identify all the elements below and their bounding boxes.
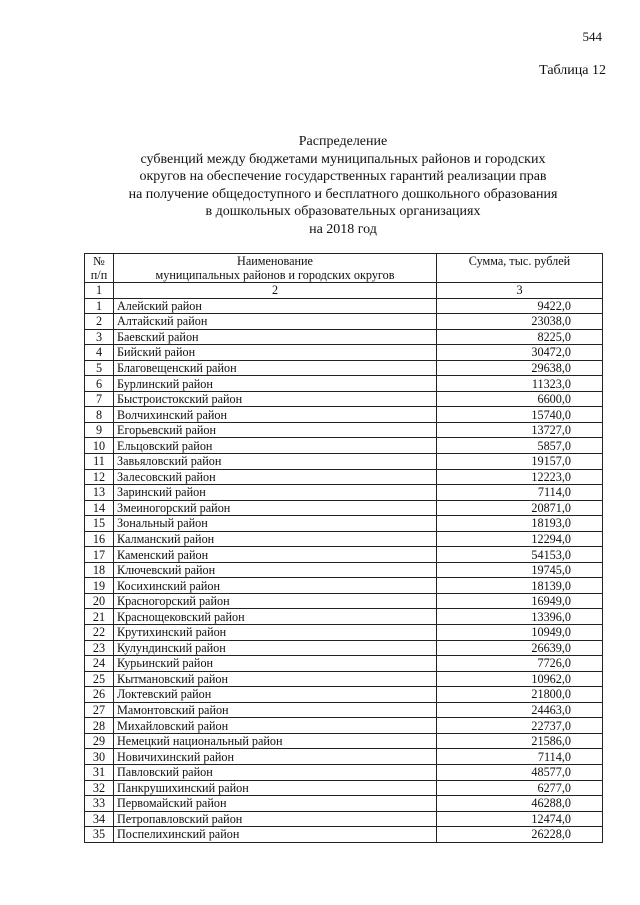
table-row	[85, 687, 603, 703]
subsidy-amount: 7114,0	[437, 485, 603, 501]
header-number	[85, 254, 114, 283]
district-name: Мамонтовский район	[114, 702, 437, 718]
column-index: 2	[114, 283, 437, 299]
district-name: Заринский район	[114, 485, 437, 501]
subsidy-amount: 26639,0	[437, 640, 603, 656]
subsidy-amount: 7114,0	[437, 749, 603, 765]
row-number: 20	[85, 593, 114, 609]
subsidy-amount: 12474,0	[437, 811, 603, 827]
table-header-row	[85, 254, 603, 283]
header-number-line2: п/п	[90, 268, 108, 282]
table-row	[85, 454, 603, 470]
district-name: Волчихинский район	[114, 407, 437, 423]
subsidy-amount: 12223,0	[437, 469, 603, 485]
column-index-row	[85, 283, 603, 299]
row-number: 16	[85, 531, 114, 547]
district-name: Краснощековский район	[114, 609, 437, 625]
row-number: 31	[85, 764, 114, 780]
district-name: Михайловский район	[114, 718, 437, 734]
column-index: 1	[85, 283, 114, 299]
table-row	[85, 562, 603, 578]
title-line: округов на обеспечение государственных гарантий реализации прав	[139, 169, 547, 184]
district-name: Петропавловский район	[114, 811, 437, 827]
table-row	[85, 811, 603, 827]
table-row	[85, 360, 603, 376]
header-sum	[437, 254, 603, 283]
table-row	[85, 345, 603, 361]
subsidy-amount: 18193,0	[437, 516, 603, 532]
district-name: Панкрушихинский район	[114, 780, 437, 796]
subsidy-amount: 18139,0	[437, 578, 603, 594]
subsidy-amount: 54153,0	[437, 547, 603, 563]
subsidy-amount: 9422,0	[437, 298, 603, 314]
row-number: 8	[85, 407, 114, 423]
title-line: на 2018 год	[309, 221, 377, 237]
table-row	[85, 578, 603, 594]
row-number: 4	[85, 345, 114, 361]
table-row	[85, 749, 603, 765]
table-row	[85, 780, 603, 796]
district-name: Поспелихинский район	[114, 827, 437, 843]
subsidy-table	[84, 253, 603, 843]
table-row	[85, 469, 603, 485]
row-number: 23	[85, 640, 114, 656]
table-row	[85, 733, 603, 749]
table-row	[85, 531, 603, 547]
district-name: Каменский район	[114, 547, 437, 563]
row-number: 15	[85, 516, 114, 532]
district-name: Косихинский район	[114, 578, 437, 594]
row-number: 35	[85, 827, 114, 843]
subsidy-amount: 10949,0	[437, 625, 603, 641]
district-name: Баевский район	[114, 329, 437, 345]
table-row	[85, 547, 603, 563]
subsidy-amount: 19745,0	[437, 562, 603, 578]
header-sum-label: Сумма, тыс. рублей	[468, 254, 571, 268]
row-number: 33	[85, 796, 114, 812]
subsidy-amount: 11323,0	[437, 376, 603, 392]
row-number: 28	[85, 718, 114, 734]
subsidy-amount: 20871,0	[437, 500, 603, 516]
table-row	[85, 656, 603, 672]
subsidy-amount: 13396,0	[437, 609, 603, 625]
subsidy-amount: 23038,0	[437, 314, 603, 330]
district-name: Ключевский район	[114, 562, 437, 578]
table-label: Таблица 12	[539, 63, 606, 78]
district-name: Новичихинский район	[114, 749, 437, 765]
district-name: Егорьевский район	[114, 422, 437, 438]
table-row	[85, 298, 603, 314]
row-number: 29	[85, 733, 114, 749]
subsidy-amount: 6277,0	[437, 780, 603, 796]
district-name: Курьинский район	[114, 656, 437, 672]
table-row	[85, 827, 603, 843]
district-name: Бийский район	[114, 345, 437, 361]
subsidy-amount: 12294,0	[437, 531, 603, 547]
row-number: 5	[85, 360, 114, 376]
table-row	[85, 407, 603, 423]
row-number: 11	[85, 454, 114, 470]
table-row	[85, 702, 603, 718]
table-row	[85, 718, 603, 734]
district-name: Благовещенский район	[114, 360, 437, 376]
row-number: 1	[85, 298, 114, 314]
header-number-line1: №	[93, 254, 105, 268]
subsidy-amount: 16949,0	[437, 593, 603, 609]
district-name: Змеиногорский район	[114, 500, 437, 516]
row-number: 30	[85, 749, 114, 765]
district-name: Алейский район	[114, 298, 437, 314]
row-number: 14	[85, 500, 114, 516]
row-number: 32	[85, 780, 114, 796]
subsidy-amount: 8225,0	[437, 329, 603, 345]
table-row	[85, 764, 603, 780]
district-name: Ельцовский район	[114, 438, 437, 454]
subsidy-amount: 24463,0	[437, 702, 603, 718]
row-number: 19	[85, 578, 114, 594]
header-name	[114, 254, 437, 283]
district-name: Кулундинский район	[114, 640, 437, 656]
district-name: Калманский район	[114, 531, 437, 547]
district-name: Локтевский район	[114, 687, 437, 703]
subsidy-amount: 22737,0	[437, 718, 603, 734]
row-number: 27	[85, 702, 114, 718]
table-row	[85, 485, 603, 501]
district-name: Бурлинский район	[114, 376, 437, 392]
table-row	[85, 500, 603, 516]
district-name: Быстроистокский район	[114, 391, 437, 407]
subsidy-amount: 7726,0	[437, 656, 603, 672]
table-row	[85, 796, 603, 812]
page-number: 544	[582, 29, 602, 44]
table-row	[85, 640, 603, 656]
row-number: 17	[85, 547, 114, 563]
table-row	[85, 376, 603, 392]
row-number: 26	[85, 687, 114, 703]
district-name: Зональный район	[114, 516, 437, 532]
subsidy-amount: 48577,0	[437, 764, 603, 780]
district-name: Павловский район	[114, 764, 437, 780]
subsidy-amount: 46288,0	[437, 796, 603, 812]
district-name: Немецкий национальный район	[114, 733, 437, 749]
table-row	[85, 609, 603, 625]
district-name: Кытмановский район	[114, 671, 437, 687]
subsidy-amount: 26228,0	[437, 827, 603, 843]
row-number: 24	[85, 656, 114, 672]
table-row	[85, 329, 603, 345]
district-name: Красногорский район	[114, 593, 437, 609]
header-name-line1: Наименование	[237, 254, 313, 268]
title-line: Распределение	[298, 134, 388, 149]
subsidy-amount: 29638,0	[437, 360, 603, 376]
table-row	[85, 422, 603, 438]
row-number: 9	[85, 422, 114, 438]
row-number: 6	[85, 376, 114, 392]
row-number: 22	[85, 625, 114, 641]
subsidy-amount: 5857,0	[437, 438, 603, 454]
column-index: 3	[437, 283, 603, 299]
table-row	[85, 671, 603, 687]
table-row	[85, 625, 603, 641]
district-name: Завьяловский район	[114, 454, 437, 470]
row-number: 2	[85, 314, 114, 330]
table-row	[85, 391, 603, 407]
document-title	[84, 133, 602, 238]
district-name: Залесовский район	[114, 469, 437, 485]
header-name-line2: муниципальных районов и городских округов	[155, 268, 395, 282]
row-number: 21	[85, 609, 114, 625]
row-number: 12	[85, 469, 114, 485]
row-number: 18	[85, 562, 114, 578]
table-row	[85, 314, 603, 330]
row-number: 7	[85, 391, 114, 407]
table-row	[85, 516, 603, 532]
table-row	[85, 438, 603, 454]
subsidy-amount: 21586,0	[437, 733, 603, 749]
row-number: 25	[85, 671, 114, 687]
title-line: в дошкольных образовательных организациях	[205, 204, 481, 219]
subsidy-amount: 19157,0	[437, 454, 603, 470]
title-line: на получение общедоступного и бесплатного дошкольного образования	[128, 186, 558, 202]
district-name: Алтайский район	[114, 314, 437, 330]
subsidy-amount: 13727,0	[437, 422, 603, 438]
table-row	[85, 593, 603, 609]
row-number: 10	[85, 438, 114, 454]
title-line: субвенций между бюджетами муниципальных районов и городских	[140, 151, 546, 167]
subsidy-amount: 15740,0	[437, 407, 603, 423]
subsidy-amount: 10962,0	[437, 671, 603, 687]
district-name: Первомайский район	[114, 796, 437, 812]
subsidy-amount: 21800,0	[437, 687, 603, 703]
district-name: Крутихинский район	[114, 625, 437, 641]
row-number: 13	[85, 485, 114, 501]
row-number: 3	[85, 329, 114, 345]
subsidy-amount: 30472,0	[437, 345, 603, 361]
subsidy-amount: 6600,0	[437, 391, 603, 407]
row-number: 34	[85, 811, 114, 827]
